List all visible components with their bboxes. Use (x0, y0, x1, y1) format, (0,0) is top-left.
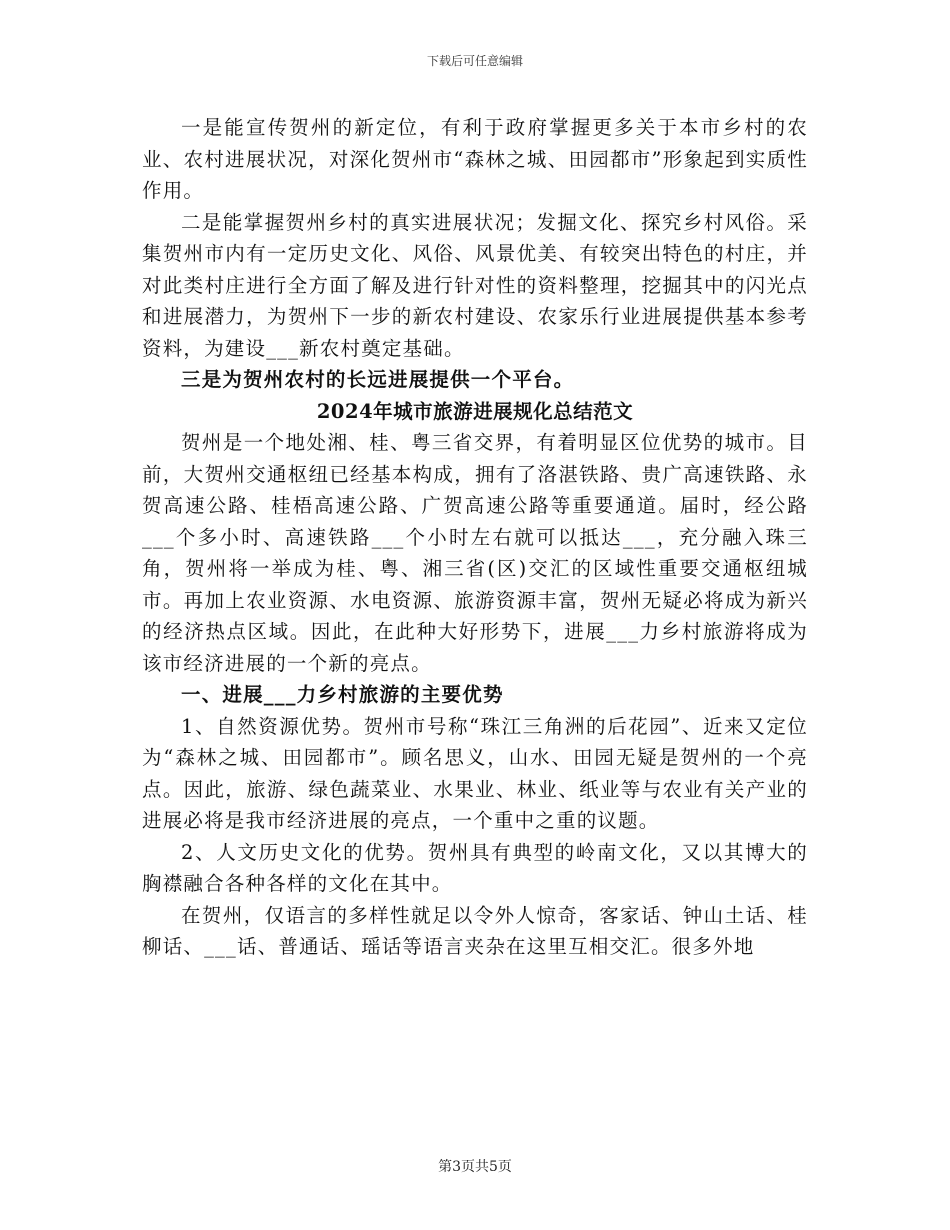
paragraph-5: 2、人文历史文化的优势。贺州具有典型的岭南文化，又以其博大的胸襟融合各种各样的文化在其中。 (142, 840, 808, 895)
page-footer: 第3页共5页 (438, 1159, 512, 1175)
paragraph-3: 贺州是一个地处湘、桂、粤三省交界，有着明显区位优势的城市。目前，大贺州交通枢纽已经基本构成，拥有了洛湛铁路、贵广高速铁路、永贺高速公路、桂梧高速公路、广贺高速公路等重要通道。届时，经公路___个多小时、高速铁路___个小时左右就可以抵达___，充分融入珠三角，贺州将一举成为桂、粤、湘三省(区)交汇的区域性重要交通枢纽城市。再加上农业资源、水电资源、旅游资源丰富，贺州无疑必将成为新兴的经济热点区域。因此，在此种大好形势下，进展___力乡村旅游将成为该市经济进展的一个新的亮点。 (142, 431, 808, 675)
paragraph-2: 二是能掌握贺州乡村的真实进展状况；发掘文化、探究乡村风俗。采集贺州市内有一定历史文化、风俗、风景优美、有较突出特色的村庄，并对此类村庄进行全方面了解及进行针对性的资料整理，挖掘其中的闪光点和进展潜力，为贺州下一步的新农村建设、农家乐行业进展提供基本参考资料，为建设___新农村奠定基础。 (142, 210, 808, 360)
paragraph-1: 一是能宣传贺州的新定位，有利于政府掌握更多关于本市乡村的农业、农村进展状况，对深化贺州市“森林之城、田园都市”形象起到实质性作用。 (142, 116, 808, 202)
section-heading: 一、进展___力乡村旅游的主要优势 (181, 683, 504, 706)
page-header: 下载后可任意编辑 (426, 54, 523, 68)
document-title: 2024年城市旅游进展规化总结范文 (316, 399, 634, 423)
bold-paragraph: 三是为贺州农村的长远进展提供一个平台。 (181, 368, 575, 391)
paragraph-6: 在贺州，仅语言的多样性就足以令外人惊奇，客家话、钟山土话、桂柳话、___话、普通话、瑶话等语言夹杂在这里互相交汇。很多外地 (142, 903, 808, 958)
document-body (142, 112, 808, 963)
paragraph-4: 1、自然资源优势。贺州市号称“珠江三角洲的后花园”、近来又定位为“森林之城、田园都市”。顾名思义，山水、田园无疑是贺州的一个亮点。因此，旅游、绿色蔬菜业、水果业、林业、纸业等与农业有关产业的进展必将是我市经济进展的亮点，一个重中之重的议题。 (142, 714, 808, 832)
